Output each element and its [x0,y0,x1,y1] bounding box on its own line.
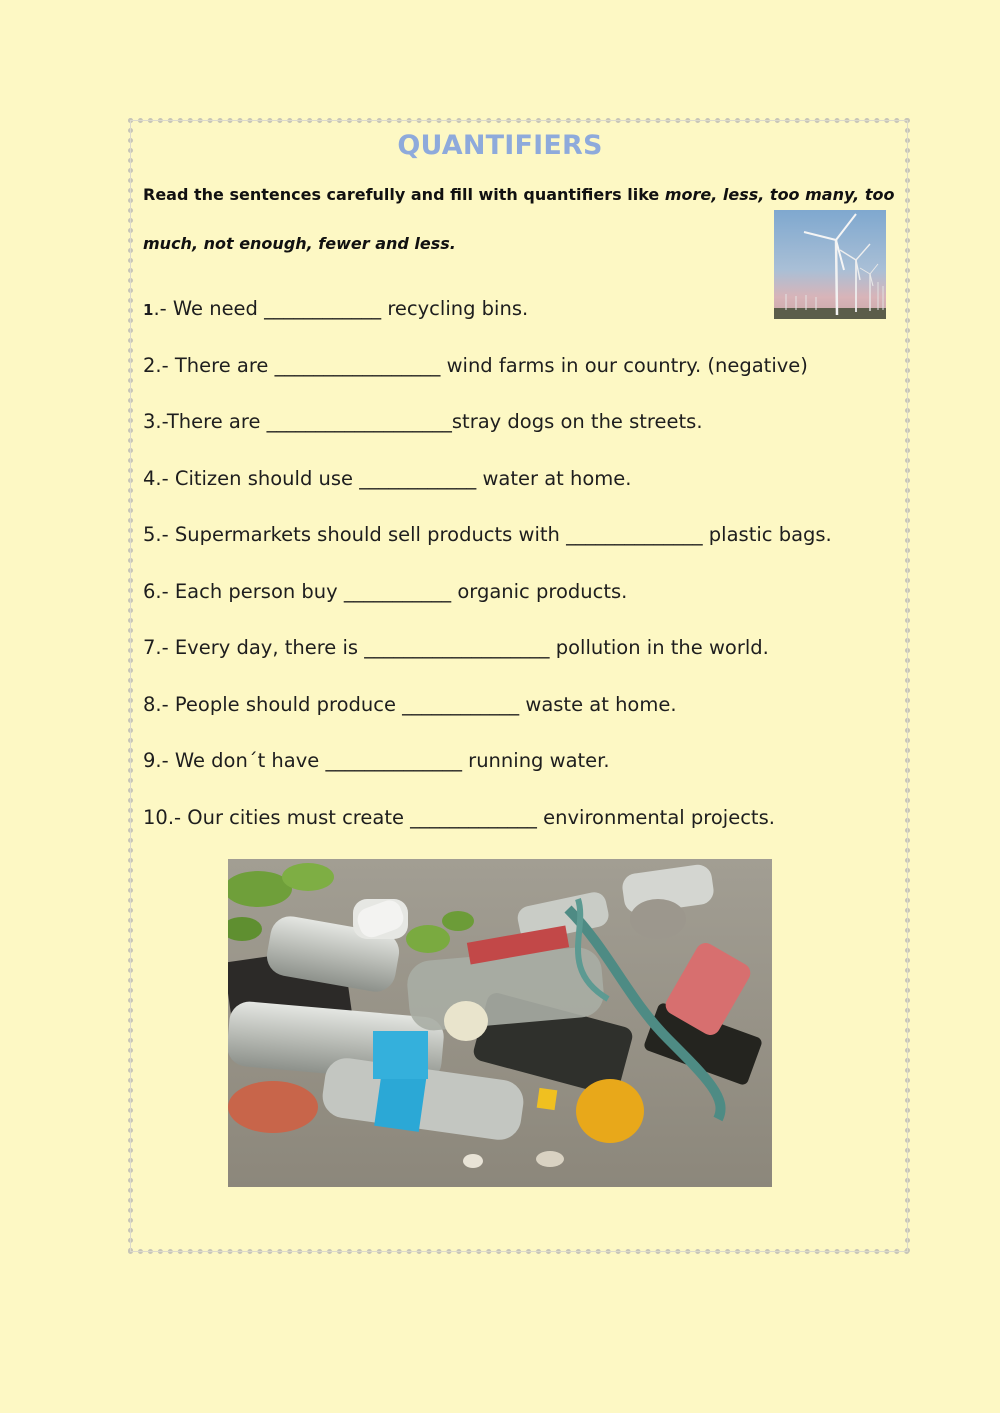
instructions-text: Read the sentences carefully and fill with quantifiers like [143,185,665,204]
sentence-1 [143,297,528,320]
sentence-7: 7.- Every day, there is ___________________ pollution in the world. [143,636,769,659]
sentence-2: 2.- There are _________________ wind farms in our country. (negative) [143,354,808,377]
instructions-quantifiers-1: more, less, too many, too [664,185,895,204]
sentence-3: 3.-There are ___________________stray dogs on the streets. [143,410,703,433]
sentence-5: 5.- Supermarkets should sell products with ______________ plastic bags. [143,523,832,546]
instructions-quantifiers-2: much, not enough, fewer and less. [143,234,456,253]
sentence-1-number: 1 [143,301,154,319]
sentence-1-text: .- We need ____________ recycling bins. [153,297,529,320]
wind-turbines-image [774,210,886,319]
sentence-9: 9.- We don´t have ______________ running water. [143,749,610,772]
sentence-6: 6.- Each person buy ___________ organic products. [143,580,628,603]
sentence-4: 4.- Citizen should use ____________ water at home. [143,467,632,490]
instructions-line-1 [143,185,894,204]
page-title: QUANTIFIERS [397,130,603,161]
instructions-line-2 [143,234,456,253]
plastic-waste-image [228,859,772,1187]
sentence-8: 8.- People should produce ____________ waste at home. [143,693,677,716]
sentence-10: 10.- Our cities must create _____________ environmental projects. [143,806,775,829]
